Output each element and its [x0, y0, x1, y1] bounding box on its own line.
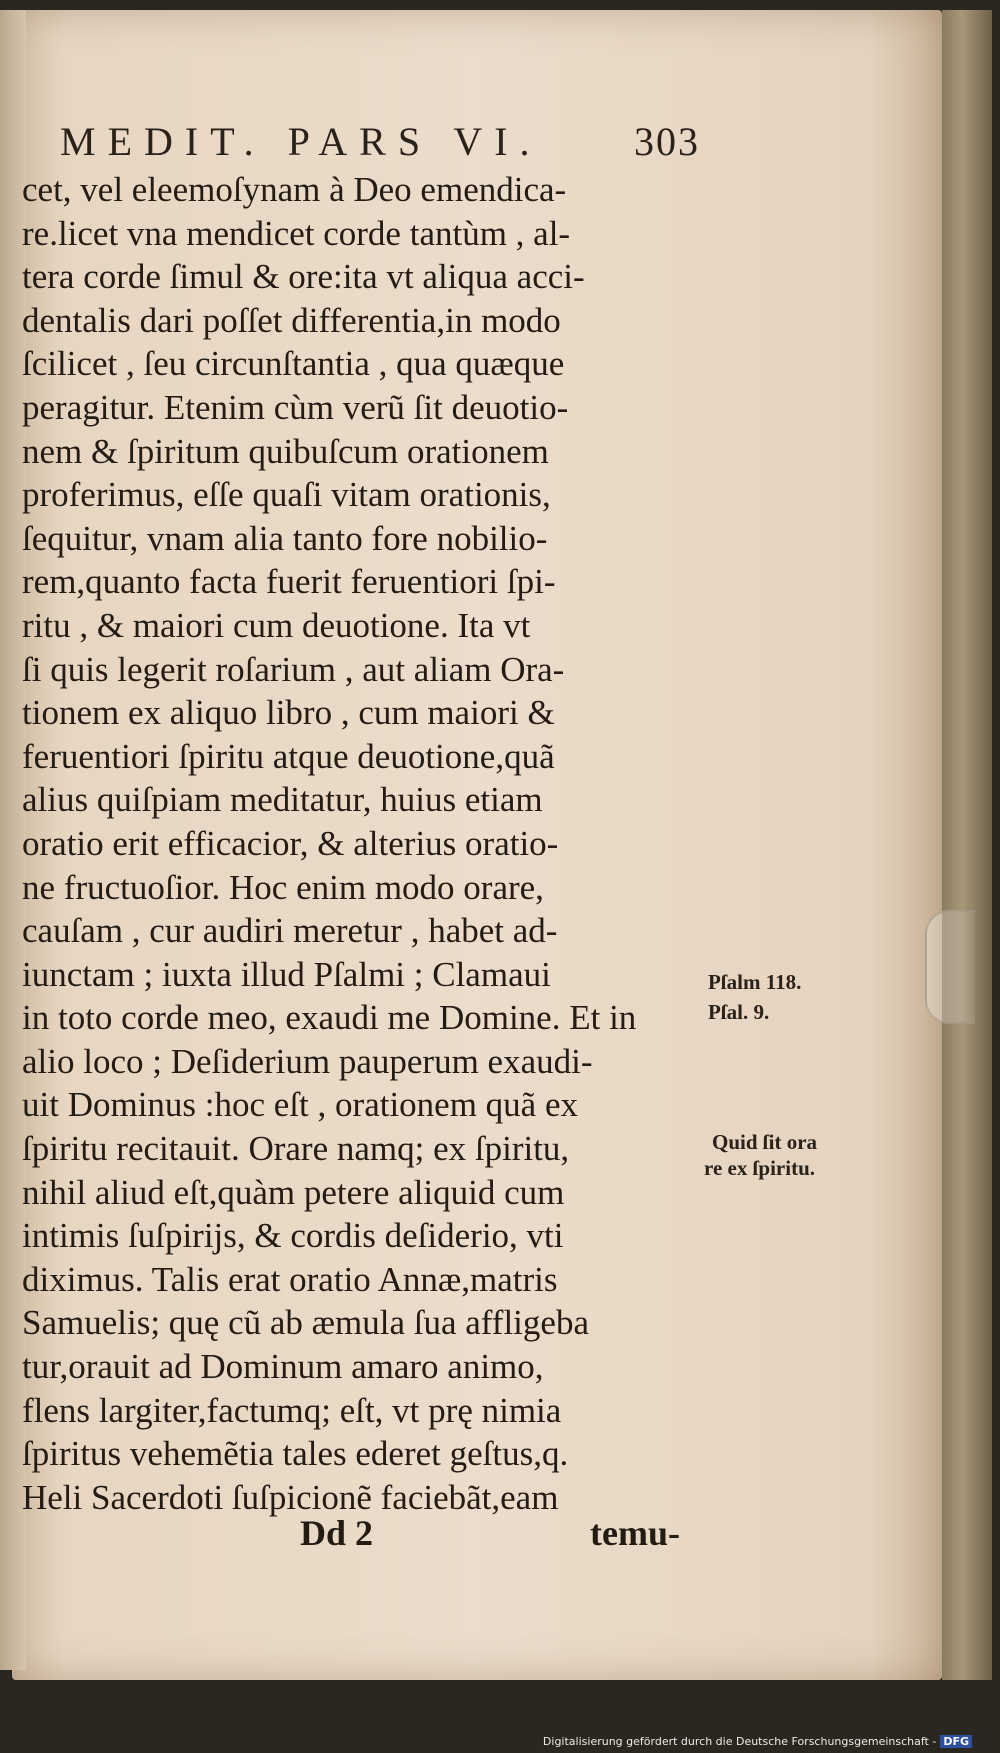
- text-line: feruentiori ſpiritu atque deuotione,quã: [22, 736, 555, 776]
- text-line: ſcilicet , ſeu circunſtantia , qua quæque: [22, 344, 565, 384]
- running-header: [60, 118, 700, 164]
- text-line: Samuelis; quę cũ ab æmula ſua affligeba: [22, 1303, 589, 1343]
- text-line: tur,orauit ad Dominum amaro animo,: [22, 1347, 544, 1387]
- text-line: peragitur. Etenim cùm verũ ſit deuotio-: [22, 387, 569, 427]
- text-line: iunctam ; iuxta illud Pſalmi ; Clamaui: [22, 954, 551, 994]
- credit-text: Digitalisierung gefördert durch die Deutsche Forschungsgemeinschaft -: [542, 1735, 937, 1748]
- margin-note-psalm-9: Pſal. 9.: [708, 1000, 770, 1024]
- text-line: diximus. Talis erat oratio Annæ,matris: [22, 1259, 558, 1299]
- text-line: nem & ſpiritum quibuſcum orationem: [22, 431, 549, 471]
- signature-mark: Dd 2: [300, 1513, 374, 1553]
- text-line: cauſam , cur audiri meretur , habet ad-: [22, 911, 558, 951]
- digitization-credit: [543, 1735, 972, 1748]
- text-line: re.licet vna mendicet corde tantùm , al-: [22, 213, 571, 253]
- text-line: tionem ex aliquo libro , cum maiori &: [22, 693, 555, 733]
- text-line: ne fructuoſior. Hoc enim modo orare,: [22, 867, 544, 907]
- text-line: tera corde ſimul & ore:ita vt aliqua acci-: [22, 257, 585, 297]
- text-line: oratio erit efficacior, & alterius oratio-: [22, 823, 559, 863]
- page-edge: [942, 10, 992, 1680]
- text-body: [22, 168, 702, 1519]
- text-line: ſpiritus vehemẽtia tales ederet geſtus,q.: [22, 1434, 569, 1474]
- margin-note-line-1: Quid ſit ora: [712, 1130, 818, 1154]
- text-line: intimis ſuſpirijs, & cordis deſiderio, vti: [22, 1216, 564, 1256]
- text-line: alius quiſpiam meditatur, huius etiam: [22, 780, 543, 820]
- text-line: ſequitur, vnam alia tanto fore nobilio-: [22, 518, 548, 558]
- dfg-logo: DFG: [940, 1735, 972, 1748]
- margin-note-line-2: re ex ſpiritu.: [704, 1156, 816, 1180]
- text-line: proferimus, eſſe quaſi vitam orationis,: [22, 475, 551, 515]
- text-line: uit Dominus :hoc eſt , orationem quã ex: [22, 1085, 579, 1125]
- text-line: rem,quanto facta fuerit feruentiori ſpi-: [22, 562, 556, 602]
- text-line: alio loco ; Deſiderium pauperum exaudi-: [22, 1041, 593, 1081]
- text-line: dentalis dari poſſet differentia,in modo: [22, 300, 561, 340]
- text-line: Heli Sacerdoti ſuſpicionẽ faciebãt,eam: [22, 1477, 559, 1517]
- text-line: ritu , & maiori cum deuotione. Ita vt: [22, 605, 531, 645]
- text-line: ſpiritu recitauit. Orare namq; ex ſpiritu,: [22, 1129, 570, 1169]
- text-line: ſi quis legerit roſarium , aut aliam Ora-: [22, 649, 565, 689]
- page-number: 303: [634, 119, 700, 164]
- running-title: MEDIT. PARS VI.: [60, 119, 542, 164]
- page-clip: [925, 910, 975, 1024]
- text-line: cet, vel eleemoſynam à Deo emendica-: [22, 170, 567, 209]
- text-line: in toto corde meo, exaudi me Domine. Et in: [22, 998, 637, 1038]
- margin-note-psalm-118: Pſalm 118.: [708, 970, 802, 994]
- catchword: temu-: [590, 1513, 680, 1553]
- text-line: nihil aliud eſt,quàm petere aliquid cum: [22, 1172, 565, 1212]
- text-line: flens largiter,factumq; eſt, vt prę nimia: [22, 1390, 562, 1430]
